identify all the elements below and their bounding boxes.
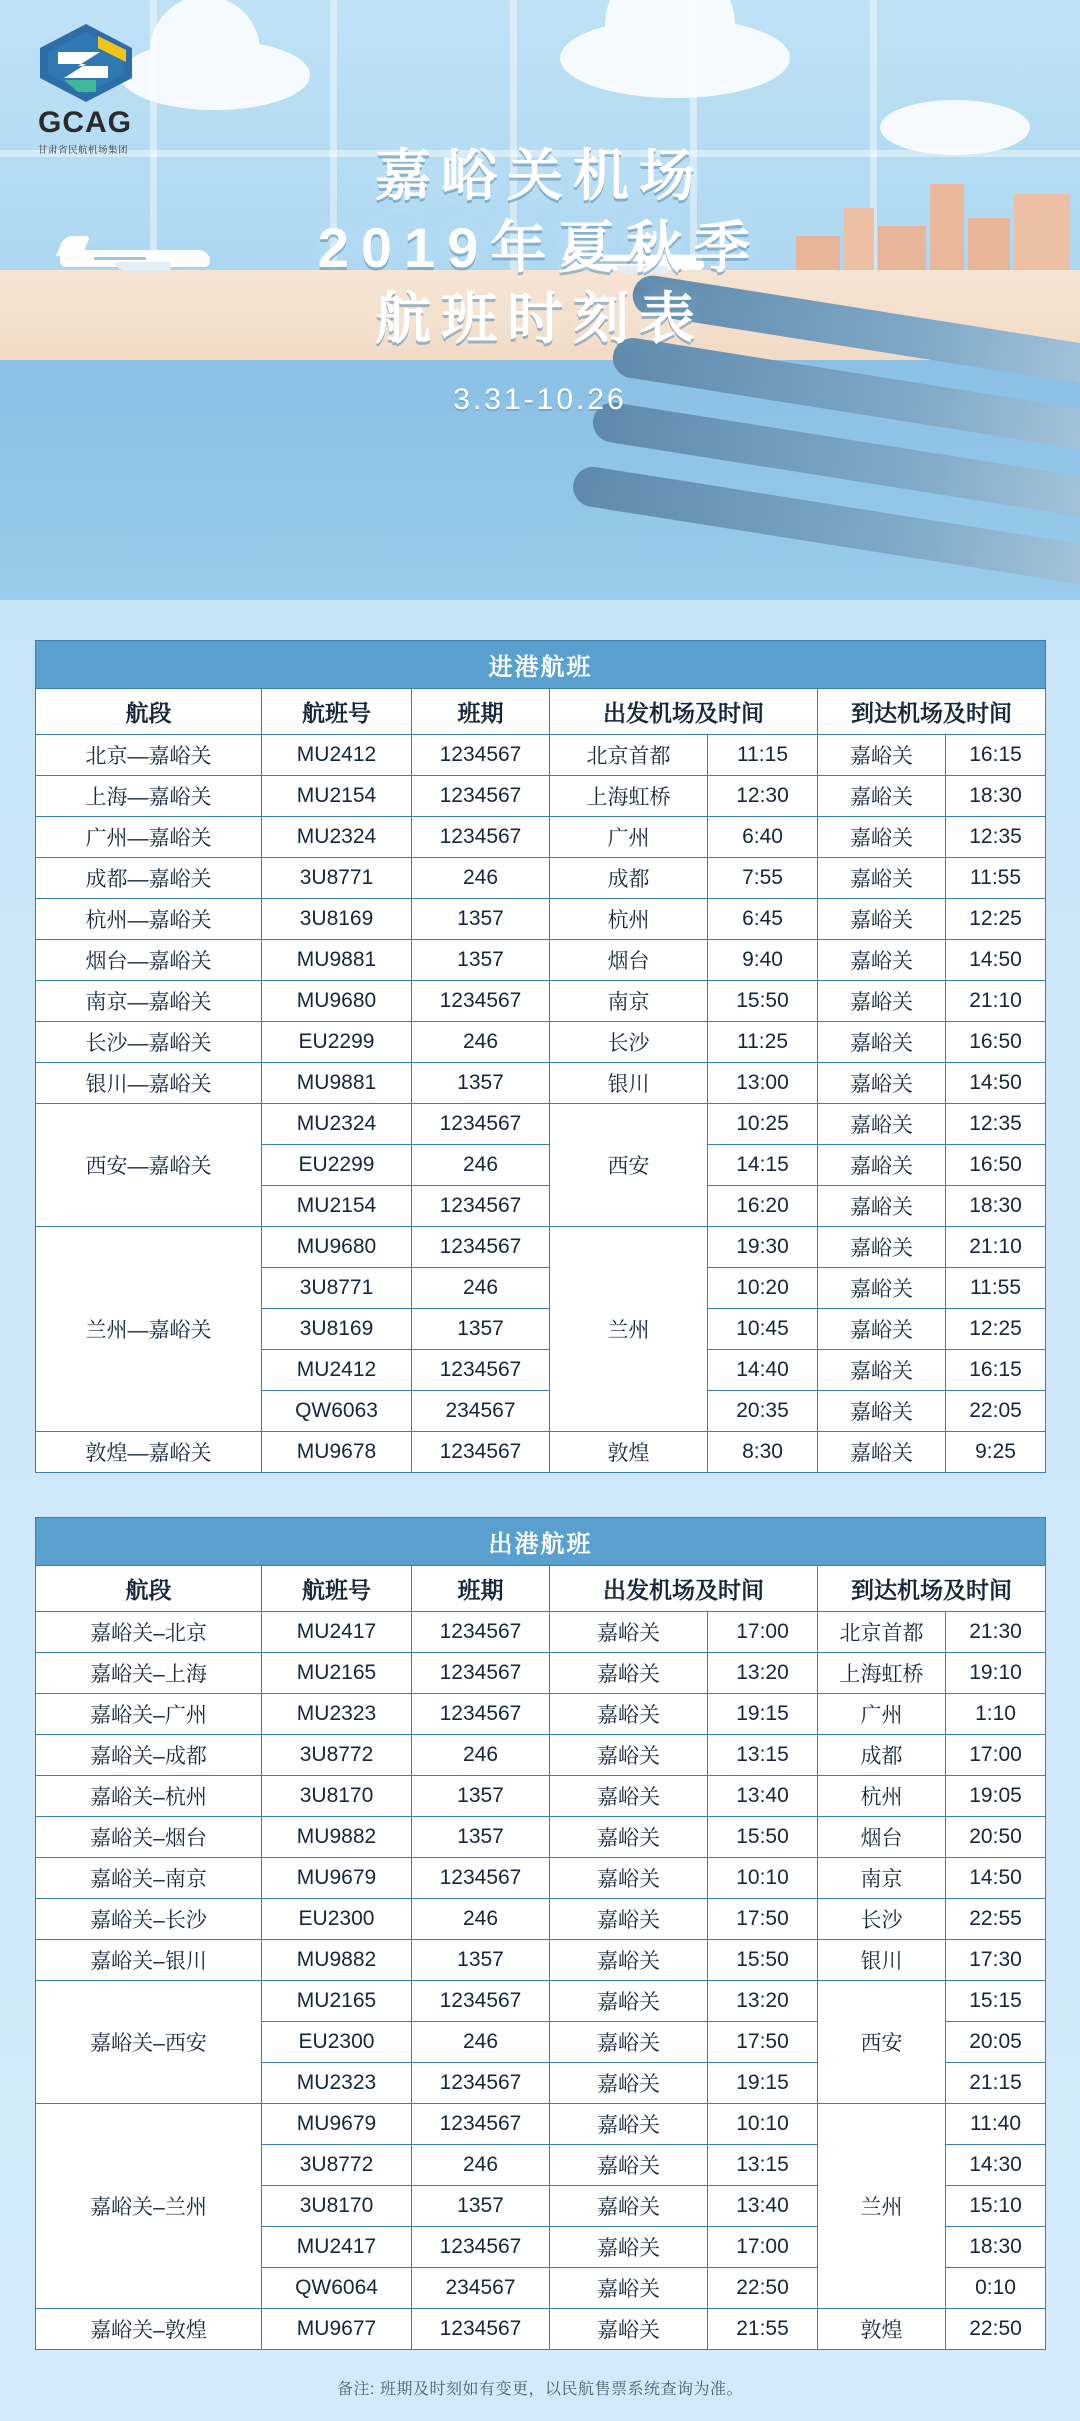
- cell-arr-time: 19:05: [946, 1776, 1046, 1817]
- cell-dep-airport: 嘉峪关: [550, 2309, 708, 2350]
- cell-dep-airport: 嘉峪关: [550, 2063, 708, 2104]
- cell-dep-time: 13:15: [708, 2145, 818, 2186]
- cell-segment: 成都—嘉峪关: [36, 858, 262, 899]
- cell-days: 1234567: [412, 1227, 550, 1268]
- cell-arr-airport: 嘉峪关: [818, 981, 946, 1022]
- cell-arr-airport: 嘉峪关: [818, 1104, 946, 1145]
- cell-dep-airport: 烟台: [550, 940, 708, 981]
- cell-days: 1234567: [412, 1653, 550, 1694]
- cell-days: 1234567: [412, 817, 550, 858]
- cell-arr-airport: 嘉峪关: [818, 1432, 946, 1473]
- cell-segment: 广州—嘉峪关: [36, 817, 262, 858]
- cell-segment: 兰州—嘉峪关: [36, 1227, 262, 1432]
- cell-dep-time: 17:00: [708, 2227, 818, 2268]
- cell-arr-airport: 嘉峪关: [818, 1350, 946, 1391]
- cell-arr-time: 11:55: [946, 1268, 1046, 1309]
- cell-arr-airport: 嘉峪关: [818, 1186, 946, 1227]
- cell-dep-time: 17:50: [708, 1899, 818, 1940]
- table-row: [36, 1612, 1046, 1653]
- cell-days: 1357: [412, 1309, 550, 1350]
- cell-dep-airport: 上海虹桥: [550, 776, 708, 817]
- cell-arr-airport: 南京: [818, 1858, 946, 1899]
- cell-flight: 3U8169: [262, 899, 412, 940]
- cell-dep-time: 22:50: [708, 2268, 818, 2309]
- cell-dep-time: 13:40: [708, 2186, 818, 2227]
- cell-arr-time: 0:10: [946, 2268, 1046, 2309]
- cell-flight: EU2299: [262, 1145, 412, 1186]
- cell-arr-airport: 嘉峪关: [818, 899, 946, 940]
- cell-dep-airport: 敦煌: [550, 1432, 708, 1473]
- title-line-2: 2019年夏秋季: [317, 215, 763, 279]
- cell-arr-airport: 广州: [818, 1694, 946, 1735]
- cell-segment: 嘉峪关–杭州: [36, 1776, 262, 1817]
- cell-dep-time: 11:25: [708, 1022, 818, 1063]
- cell-days: 246: [412, 1022, 550, 1063]
- cell-dep-airport: 嘉峪关: [550, 2145, 708, 2186]
- cell-segment: 嘉峪关–兰州: [36, 2104, 262, 2309]
- cell-dep-time: 6:45: [708, 899, 818, 940]
- cell-days: 1234567: [412, 1694, 550, 1735]
- cell-dep-time: 21:55: [708, 2309, 818, 2350]
- cell-arr-time: 22:55: [946, 1899, 1046, 1940]
- cell-segment: 长沙—嘉峪关: [36, 1022, 262, 1063]
- cell-dep-time: 14:40: [708, 1350, 818, 1391]
- cell-dep-time: 11:15: [708, 735, 818, 776]
- cell-arr-time: 18:30: [946, 2227, 1046, 2268]
- cell-arr-airport: 嘉峪关: [818, 776, 946, 817]
- cell-dep-airport: 嘉峪关: [550, 1899, 708, 1940]
- cell-flight: 3U8772: [262, 1735, 412, 1776]
- table-row: [36, 1432, 1046, 1473]
- date-range: 3.31-10.26: [453, 383, 627, 417]
- cell-flight: EU2299: [262, 1022, 412, 1063]
- cell-flight: MU2412: [262, 1350, 412, 1391]
- col-arrival: 到达机场及时间: [818, 1566, 1046, 1612]
- cell-dep-time: 12:30: [708, 776, 818, 817]
- arrivals-section: [35, 640, 1045, 1473]
- cell-dep-time: 9:40: [708, 940, 818, 981]
- cell-days: 1234567: [412, 1981, 550, 2022]
- cell-days: 1234567: [412, 1350, 550, 1391]
- cell-days: 246: [412, 1268, 550, 1309]
- cell-arr-time: 16:15: [946, 1350, 1046, 1391]
- col-flight-no: 航班号: [262, 1566, 412, 1612]
- cell-days: 1234567: [412, 735, 550, 776]
- table-row: [36, 1817, 1046, 1858]
- cell-dep-airport: 嘉峪关: [550, 2022, 708, 2063]
- col-arrival: 到达机场及时间: [818, 689, 1046, 735]
- cell-dep-airport: 嘉峪关: [550, 1735, 708, 1776]
- cell-arr-time: 17:30: [946, 1940, 1046, 1981]
- footer-note: 备注: 班期及时刻如有变更，以民航售票系统查询为准。: [337, 2381, 743, 2398]
- brand-logo: [34, 22, 184, 156]
- cell-arr-airport: 嘉峪关: [818, 1391, 946, 1432]
- col-flight-no: 航班号: [262, 689, 412, 735]
- cell-dep-airport: 嘉峪关: [550, 2104, 708, 2145]
- title-line-3: 航班时刻表: [375, 287, 705, 351]
- cell-dep-time: 13:00: [708, 1063, 818, 1104]
- cell-arr-time: 11:55: [946, 858, 1046, 899]
- table-row: [36, 981, 1046, 1022]
- cell-segment: 嘉峪关–北京: [36, 1612, 262, 1653]
- cell-segment: 银川—嘉峪关: [36, 1063, 262, 1104]
- cell-segment: 烟台—嘉峪关: [36, 940, 262, 981]
- cell-days: 1357: [412, 1776, 550, 1817]
- cell-dep-time: 17:00: [708, 1612, 818, 1653]
- table-row: [36, 1858, 1046, 1899]
- cell-arr-airport: 嘉峪关: [818, 940, 946, 981]
- cell-days: 246: [412, 2022, 550, 2063]
- cell-dep-airport: 嘉峪关: [550, 1981, 708, 2022]
- table-row: [36, 817, 1046, 858]
- cell-arr-time: 21:10: [946, 981, 1046, 1022]
- cell-arr-airport: 嘉峪关: [818, 1309, 946, 1350]
- cell-arr-time: 14:30: [946, 2145, 1046, 2186]
- table-row: [36, 1653, 1046, 1694]
- cell-flight: EU2300: [262, 1899, 412, 1940]
- cell-flight: 3U8170: [262, 2186, 412, 2227]
- cell-arr-airport: 嘉峪关: [818, 1268, 946, 1309]
- cell-arr-time: 22:05: [946, 1391, 1046, 1432]
- cell-arr-time: 14:50: [946, 940, 1046, 981]
- cell-flight: MU2165: [262, 1653, 412, 1694]
- cell-dep-time: 15:50: [708, 1940, 818, 1981]
- cell-arr-airport: 北京首都: [818, 1612, 946, 1653]
- table-row: [36, 1981, 1046, 2022]
- table-row: [36, 2309, 1046, 2350]
- cell-arr-time: 16:15: [946, 735, 1046, 776]
- cell-dep-time: 19:30: [708, 1227, 818, 1268]
- cell-days: 246: [412, 2145, 550, 2186]
- cell-dep-airport: 嘉峪关: [550, 1612, 708, 1653]
- table-row: [36, 2104, 1046, 2145]
- cell-arr-time: 16:50: [946, 1145, 1046, 1186]
- cell-dep-time: 8:30: [708, 1432, 818, 1473]
- cell-arr-time: 15:10: [946, 2186, 1046, 2227]
- cell-dep-airport: 北京首都: [550, 735, 708, 776]
- table-row: [36, 1063, 1046, 1104]
- cell-days: 1234567: [412, 1104, 550, 1145]
- cell-arr-time: 12:25: [946, 899, 1046, 940]
- cell-dep-airport: 广州: [550, 817, 708, 858]
- cell-segment: 西安—嘉峪关: [36, 1104, 262, 1227]
- cell-arr-airport: 上海虹桥: [818, 1653, 946, 1694]
- table-row: [36, 776, 1046, 817]
- cell-arr-time: 12:35: [946, 817, 1046, 858]
- cell-dep-time: 17:50: [708, 2022, 818, 2063]
- cell-arr-airport: 杭州: [818, 1776, 946, 1817]
- cell-days: 1234567: [412, 1432, 550, 1473]
- cell-dep-airport: 嘉峪关: [550, 1653, 708, 1694]
- cell-days: 1234567: [412, 981, 550, 1022]
- cell-arr-time: 1:10: [946, 1694, 1046, 1735]
- cell-arr-time: 21:30: [946, 1612, 1046, 1653]
- cell-flight: MU9680: [262, 1227, 412, 1268]
- cell-arr-time: 12:35: [946, 1104, 1046, 1145]
- cell-arr-time: 21:10: [946, 1227, 1046, 1268]
- cell-flight: MU2165: [262, 1981, 412, 2022]
- cell-flight: MU9881: [262, 1063, 412, 1104]
- cell-days: 246: [412, 1735, 550, 1776]
- cell-flight: MU9882: [262, 1817, 412, 1858]
- cell-segment: 嘉峪关–敦煌: [36, 2309, 262, 2350]
- cell-arr-airport: 兰州: [818, 2104, 946, 2309]
- cell-arr-time: 20:05: [946, 2022, 1046, 2063]
- brand-subtitle: 甘肃省民航机场集团: [38, 145, 129, 156]
- cell-arr-time: 21:15: [946, 2063, 1046, 2104]
- cell-flight: 3U8771: [262, 1268, 412, 1309]
- cell-dep-time: 7:55: [708, 858, 818, 899]
- cell-segment: 嘉峪关–西安: [36, 1981, 262, 2104]
- cell-flight: MU2417: [262, 2227, 412, 2268]
- cell-days: 1357: [412, 1940, 550, 1981]
- cell-dep-airport: 兰州: [550, 1227, 708, 1432]
- cell-segment: 杭州—嘉峪关: [36, 899, 262, 940]
- table-row: [36, 1227, 1046, 1268]
- cell-days: 246: [412, 1899, 550, 1940]
- cell-arr-airport: 嘉峪关: [818, 1227, 946, 1268]
- cell-dep-airport: 嘉峪关: [550, 1858, 708, 1899]
- cell-flight: MU9882: [262, 1940, 412, 1981]
- cell-dep-time: 15:50: [708, 981, 818, 1022]
- cell-segment: 嘉峪关–银川: [36, 1940, 262, 1981]
- cell-dep-airport: 嘉峪关: [550, 1940, 708, 1981]
- cell-arr-time: 18:30: [946, 1186, 1046, 1227]
- col-departure: 出发机场及时间: [550, 689, 818, 735]
- cell-arr-time: 18:30: [946, 776, 1046, 817]
- cell-arr-airport: 烟台: [818, 1817, 946, 1858]
- departures-caption: 出港航班: [36, 1518, 1046, 1566]
- cell-flight: MU9678: [262, 1432, 412, 1473]
- cell-dep-time: 13:15: [708, 1735, 818, 1776]
- cell-flight: MU2324: [262, 1104, 412, 1145]
- cell-arr-airport: 长沙: [818, 1899, 946, 1940]
- cell-dep-airport: 嘉峪关: [550, 1817, 708, 1858]
- cell-days: 234567: [412, 2268, 550, 2309]
- cell-arr-time: 9:25: [946, 1432, 1046, 1473]
- cell-dep-time: 19:15: [708, 1694, 818, 1735]
- title-line-1: 嘉峪关机场: [375, 144, 705, 207]
- cell-arr-time: 17:00: [946, 1735, 1046, 1776]
- cell-segment: 嘉峪关–成都: [36, 1735, 262, 1776]
- cell-flight: MU2417: [262, 1612, 412, 1653]
- cell-dep-time: 10:45: [708, 1309, 818, 1350]
- cell-days: 246: [412, 858, 550, 899]
- table-row: [36, 1022, 1046, 1063]
- brand-name: GCAG: [38, 106, 132, 139]
- cell-dep-airport: 嘉峪关: [550, 1694, 708, 1735]
- cell-dep-airport: 长沙: [550, 1022, 708, 1063]
- cell-segment: 嘉峪关–上海: [36, 1653, 262, 1694]
- table-row: [36, 1940, 1046, 1981]
- table-row: [36, 899, 1046, 940]
- cell-arr-time: 22:50: [946, 2309, 1046, 2350]
- cell-arr-airport: 成都: [818, 1735, 946, 1776]
- cell-flight: MU9677: [262, 2309, 412, 2350]
- cell-arr-airport: 西安: [818, 1981, 946, 2104]
- cell-days: 1234567: [412, 1186, 550, 1227]
- cell-arr-time: 11:40: [946, 2104, 1046, 2145]
- cell-dep-airport: 嘉峪关: [550, 2186, 708, 2227]
- cell-days: 1357: [412, 940, 550, 981]
- cell-dep-time: 19:15: [708, 2063, 818, 2104]
- cell-arr-time: 14:50: [946, 1858, 1046, 1899]
- cell-flight: MU9881: [262, 940, 412, 981]
- table-row: [36, 1104, 1046, 1145]
- cell-days: 1357: [412, 2186, 550, 2227]
- cell-arr-airport: 敦煌: [818, 2309, 946, 2350]
- cell-arr-time: 15:15: [946, 1981, 1046, 2022]
- cell-dep-airport: 嘉峪关: [550, 2268, 708, 2309]
- cell-days: 1234567: [412, 1858, 550, 1899]
- cell-segment: 南京—嘉峪关: [36, 981, 262, 1022]
- cell-segment: 嘉峪关–南京: [36, 1858, 262, 1899]
- cell-days: 1357: [412, 1063, 550, 1104]
- cell-flight: MU9680: [262, 981, 412, 1022]
- cell-dep-time: 10:10: [708, 2104, 818, 2145]
- cell-dep-time: 20:35: [708, 1391, 818, 1432]
- cell-flight: 3U8169: [262, 1309, 412, 1350]
- cell-segment: 北京—嘉峪关: [36, 735, 262, 776]
- cell-dep-time: 10:10: [708, 1858, 818, 1899]
- cell-arr-time: 20:50: [946, 1817, 1046, 1858]
- cell-flight: 3U8772: [262, 2145, 412, 2186]
- table-row: [36, 940, 1046, 981]
- cell-arr-time: 19:10: [946, 1653, 1046, 1694]
- departures-table: [35, 1517, 1046, 2350]
- cell-dep-airport: 成都: [550, 858, 708, 899]
- cell-flight: MU2154: [262, 776, 412, 817]
- col-departure: 出发机场及时间: [550, 1566, 818, 1612]
- cell-flight: EU2300: [262, 2022, 412, 2063]
- cell-days: 1234567: [412, 776, 550, 817]
- cell-flight: MU2412: [262, 735, 412, 776]
- cell-days: 234567: [412, 1391, 550, 1432]
- table-row: [36, 1694, 1046, 1735]
- table-row: [36, 735, 1046, 776]
- cell-days: 1357: [412, 899, 550, 940]
- cell-flight: QW6063: [262, 1391, 412, 1432]
- arrivals-table: [35, 640, 1046, 1473]
- cell-dep-airport: 南京: [550, 981, 708, 1022]
- cell-dep-time: 15:50: [708, 1817, 818, 1858]
- cell-days: 246: [412, 1145, 550, 1186]
- cell-flight: 3U8170: [262, 1776, 412, 1817]
- poster-title: [0, 140, 1080, 417]
- cell-dep-time: 14:15: [708, 1145, 818, 1186]
- cell-days: 1234567: [412, 1612, 550, 1653]
- col-segment: 航段: [36, 689, 262, 735]
- cell-dep-airport: 嘉峪关: [550, 1776, 708, 1817]
- cell-days: 1234567: [412, 2227, 550, 2268]
- cell-days: 1234567: [412, 2309, 550, 2350]
- cell-flight: MU2324: [262, 817, 412, 858]
- departures-section: [35, 1517, 1045, 2350]
- table-row: [36, 858, 1046, 899]
- cell-arr-airport: 嘉峪关: [818, 1063, 946, 1104]
- cell-dep-airport: 嘉峪关: [550, 2227, 708, 2268]
- cell-dep-time: 13:20: [708, 1653, 818, 1694]
- cell-days: 1234567: [412, 2063, 550, 2104]
- arrivals-caption: 进港航班: [36, 641, 1046, 689]
- cell-dep-time: 13:40: [708, 1776, 818, 1817]
- cell-arr-time: 14:50: [946, 1063, 1046, 1104]
- col-segment: 航段: [36, 1566, 262, 1612]
- cell-dep-time: 10:25: [708, 1104, 818, 1145]
- gcag-logo-icon: [38, 22, 134, 104]
- cell-dep-time: 13:20: [708, 1981, 818, 2022]
- cell-days: 1357: [412, 1817, 550, 1858]
- cell-flight: MU9679: [262, 2104, 412, 2145]
- cell-flight: MU2154: [262, 1186, 412, 1227]
- cell-segment: 嘉峪关–烟台: [36, 1817, 262, 1858]
- col-days: 班期: [412, 1566, 550, 1612]
- table-row: [36, 1776, 1046, 1817]
- cell-dep-time: 10:20: [708, 1268, 818, 1309]
- cell-arr-airport: 银川: [818, 1940, 946, 1981]
- cell-arr-airport: 嘉峪关: [818, 1145, 946, 1186]
- cell-segment: 嘉峪关–长沙: [36, 1899, 262, 1940]
- cell-dep-time: 16:20: [708, 1186, 818, 1227]
- cell-flight: 3U8771: [262, 858, 412, 899]
- cell-arr-time: 12:25: [946, 1309, 1046, 1350]
- cell-flight: MU2323: [262, 1694, 412, 1735]
- cell-dep-time: 6:40: [708, 817, 818, 858]
- cell-arr-airport: 嘉峪关: [818, 735, 946, 776]
- cell-segment: 上海—嘉峪关: [36, 776, 262, 817]
- table-row: [36, 1899, 1046, 1940]
- cell-segment: 敦煌—嘉峪关: [36, 1432, 262, 1473]
- cell-arr-airport: 嘉峪关: [818, 817, 946, 858]
- cell-dep-airport: 杭州: [550, 899, 708, 940]
- cell-arr-airport: 嘉峪关: [818, 858, 946, 899]
- cell-dep-airport: 银川: [550, 1063, 708, 1104]
- hero-banner: [0, 0, 1080, 600]
- cell-segment: 嘉峪关–广州: [36, 1694, 262, 1735]
- cell-arr-airport: 嘉峪关: [818, 1022, 946, 1063]
- table-row: [36, 1735, 1046, 1776]
- col-days: 班期: [412, 689, 550, 735]
- cell-flight: QW6064: [262, 2268, 412, 2309]
- cell-flight: MU9679: [262, 1858, 412, 1899]
- cell-flight: MU2323: [262, 2063, 412, 2104]
- cell-dep-airport: 西安: [550, 1104, 708, 1227]
- cell-days: 1234567: [412, 2104, 550, 2145]
- cell-arr-time: 16:50: [946, 1022, 1046, 1063]
